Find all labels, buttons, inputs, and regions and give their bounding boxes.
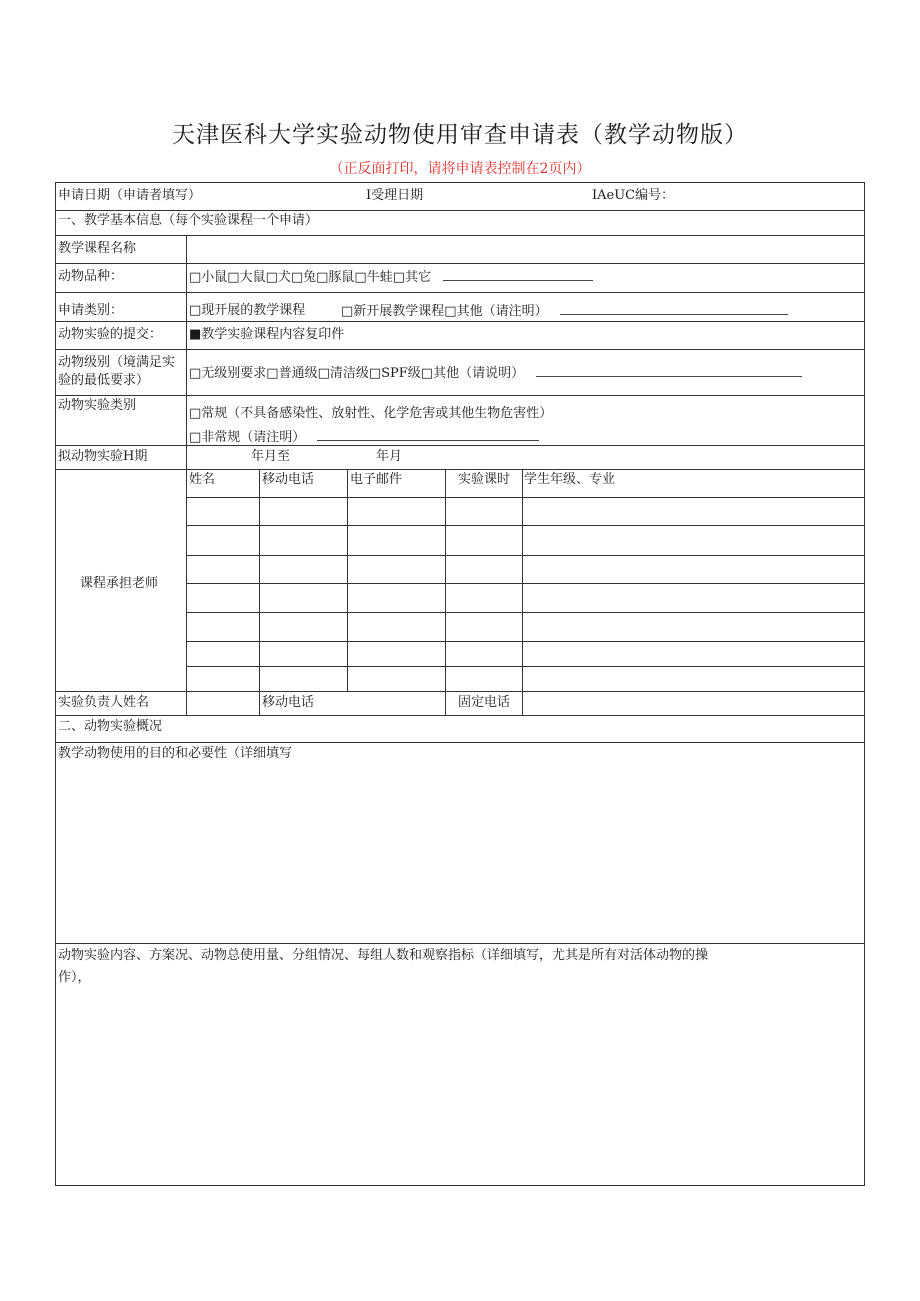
submission-checked-option[interactable]: ■教学实验课程内容复印件 (189, 327, 345, 342)
iacuc-number-label: IAeUC编号： (592, 188, 675, 203)
species-other-blank[interactable] (443, 268, 593, 281)
species-checkbox-group[interactable]: □小鼠□大鼠□犬□兔□豚鼠□牛蛙□其它 (189, 270, 431, 285)
row-divider (56, 263, 864, 264)
row-divider (187, 641, 864, 642)
course-teachers-label: 课程承担老师 (80, 576, 159, 591)
animal-grade-other-blank[interactable] (536, 364, 802, 377)
animal-grade-label-line1: 动物级别（境满足实 (58, 355, 176, 370)
experiment-type-nonroutine[interactable] (189, 428, 539, 447)
row-divider (56, 691, 864, 692)
leader-mobile-label: 移动电话 (262, 695, 315, 710)
page-subtitle: （正反面打印，请将申请表控制在2页内） (329, 161, 591, 177)
row-divider (187, 555, 864, 556)
experiment-date-from[interactable]: 年月至 (251, 449, 291, 464)
leader-phone-field[interactable] (523, 693, 863, 714)
row-divider (56, 742, 864, 743)
receive-date-label: I受理日期 (366, 188, 424, 203)
course-name-label: 教学课程名称 (58, 241, 137, 256)
species-label: 动物品种： (58, 269, 124, 284)
apply-date-label: 申请日期（申请者填写） (58, 188, 202, 203)
purpose-textarea[interactable] (58, 765, 862, 941)
species-options[interactable] (189, 268, 593, 287)
row-divider (56, 321, 864, 322)
experiment-date-label: 拟动物实验H期 (58, 449, 148, 464)
row-divider (187, 583, 864, 584)
leader-mobile-field[interactable] (348, 693, 444, 714)
row-divider (56, 715, 864, 716)
column-divider (445, 469, 446, 715)
row-divider (56, 210, 864, 211)
row-divider (187, 525, 864, 526)
apply-type-other-blank[interactable] (560, 302, 788, 315)
column-divider (347, 469, 348, 691)
application-form-table (55, 182, 865, 1186)
column-divider (186, 469, 187, 715)
experiment-type-nonroutine-blank[interactable] (317, 428, 539, 441)
teacher-col-grade-major: 学生年级、专业 (524, 472, 616, 487)
experiment-date-to[interactable]: 年月 (376, 449, 403, 464)
animal-grade-options[interactable] (189, 364, 802, 383)
animal-grade-checkbox-group[interactable]: □无级别要求□普通级□清洁级□SPF级□其他（请说明） (189, 366, 525, 381)
row-divider (56, 349, 864, 350)
teacher-col-hours: 实验课时 (458, 472, 511, 487)
leader-name-field[interactable] (188, 693, 258, 714)
experiment-type-nonroutine-checkbox[interactable]: □非常规（请注明） (189, 430, 306, 445)
row-divider (56, 292, 864, 293)
purpose-label: 教学动物使用的目的和必要性（详细填写 (58, 746, 293, 761)
row-divider (187, 497, 864, 498)
content-label-line1: 动物实验内容、方案况、动物总使用量、分组情况、每组人数和观察指标（详细填写，尤其是所有对活体动物的操 (58, 948, 709, 963)
row-divider (187, 612, 864, 613)
content-label-line2: 作）， (58, 970, 91, 985)
row-divider (56, 943, 864, 944)
content-textarea[interactable] (58, 991, 862, 1183)
section-overview-heading: 二、动物实验概况 (58, 719, 163, 734)
apply-type-options[interactable] (341, 302, 788, 321)
teacher-col-mobile: 移动电话 (262, 472, 315, 487)
row-divider (56, 395, 864, 396)
apply-type-new-other-checkbox[interactable]: □新开展教学课程□其他（请注明） (341, 304, 548, 319)
page-title: 天津医科大学实验动物使用审查申请表（教学动物版） (172, 122, 748, 148)
experiment-type-routine-checkbox[interactable]: □常规（不具备感染性、放射性、化学危害或其他生物危害性） (189, 406, 553, 421)
leader-name-label: 实验负责人姓名 (58, 695, 150, 710)
apply-type-label: 申请类别： (58, 303, 124, 318)
course-name-field[interactable] (188, 237, 862, 261)
row-divider (56, 469, 864, 470)
animal-grade-label-line2: 验的最低要求） (58, 373, 150, 388)
apply-type-current-checkbox[interactable]: □现开展的教学课程 (189, 303, 306, 318)
experiment-type-label: 动物实验类别 (58, 398, 137, 413)
section-basic-info-heading: 一、教学基本信息（每个实验课程一个申请） (58, 213, 319, 228)
column-divider (522, 469, 523, 715)
row-divider (187, 666, 864, 667)
teacher-col-email: 电子邮件 (350, 472, 403, 487)
leader-phone-label: 固定电话 (458, 695, 511, 710)
submission-label: 动物实验的提交： (58, 327, 163, 342)
column-divider (259, 469, 260, 715)
teacher-col-name: 姓名 (189, 472, 216, 487)
row-divider (56, 235, 864, 236)
